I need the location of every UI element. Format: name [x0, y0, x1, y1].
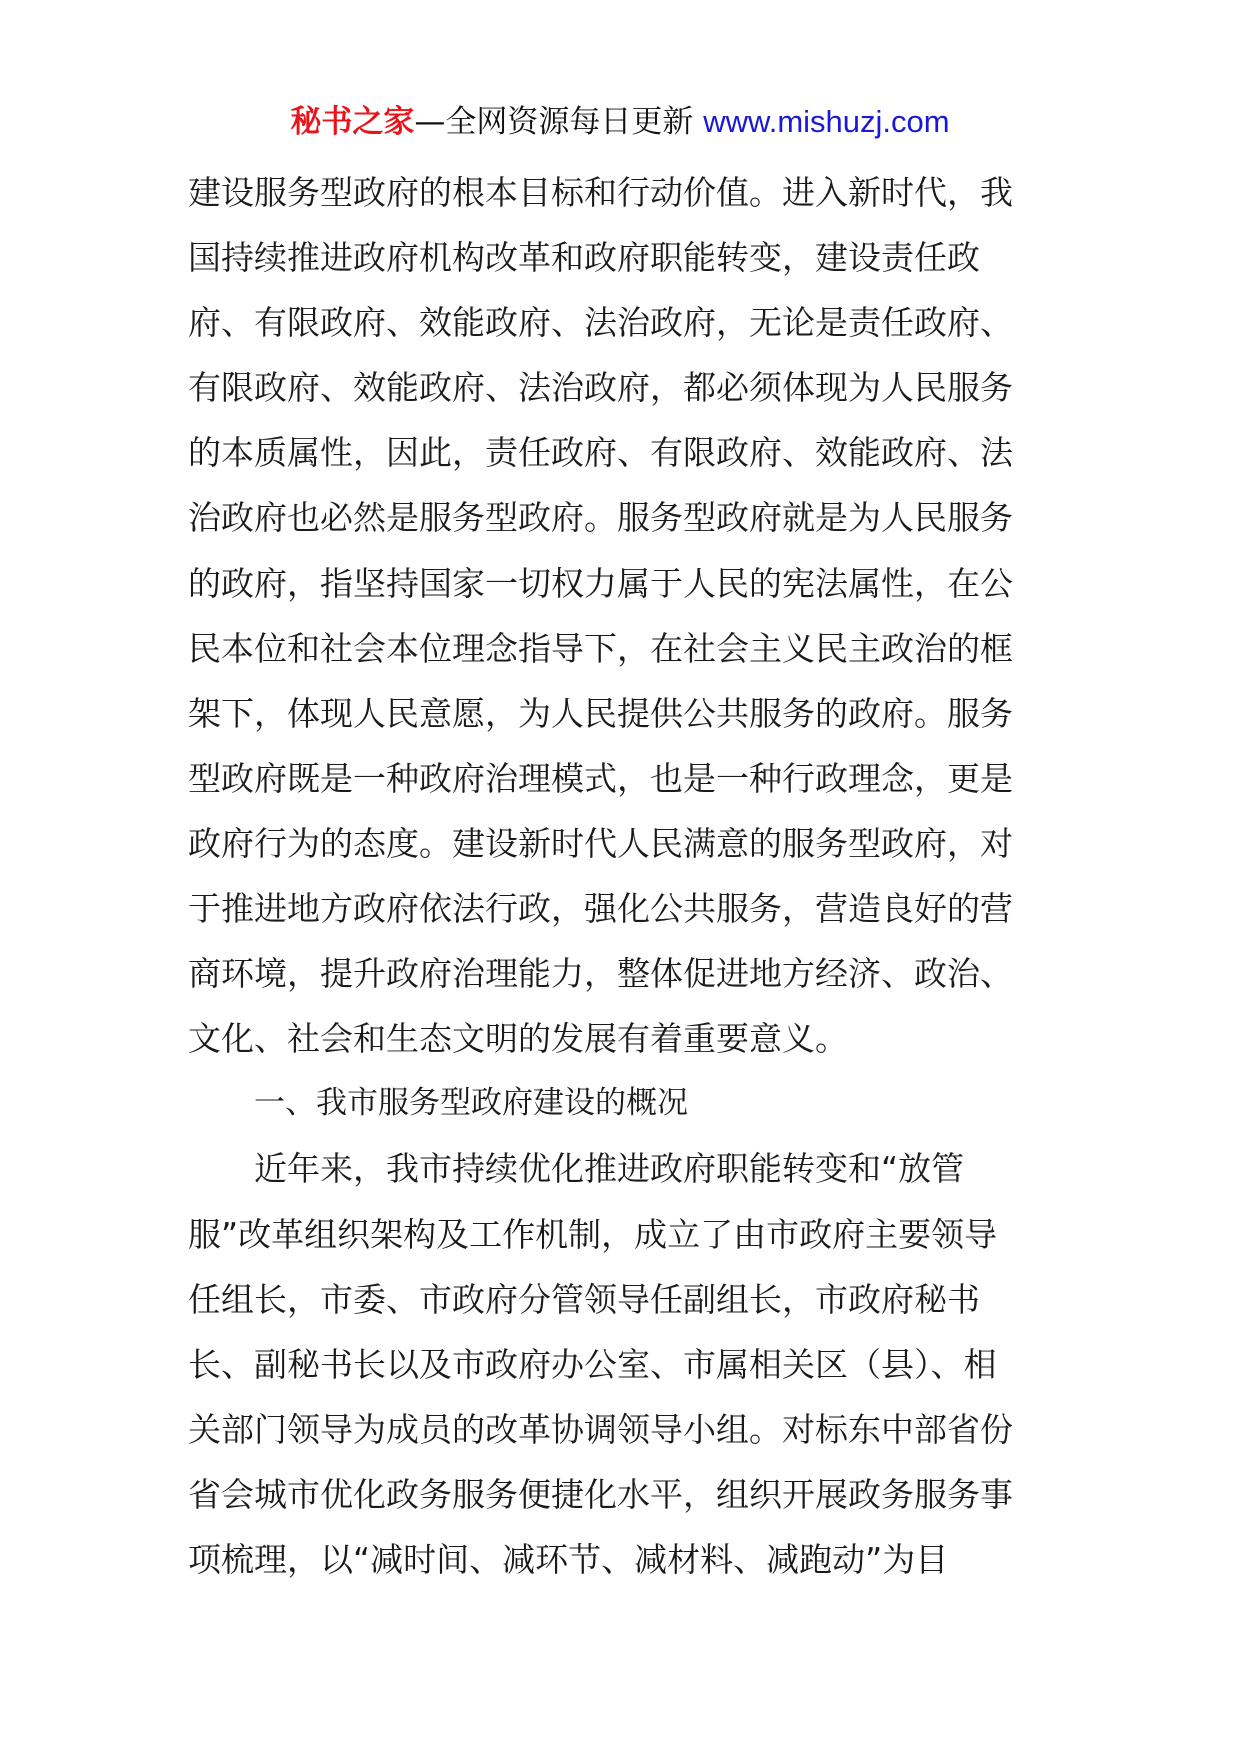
body-line: 于推进地方政府依法行政，强化公共服务，营造良好的营	[188, 889, 1013, 929]
body-line: 省会城市优化政务服务便捷化水平，组织开展政务服务事	[188, 1474, 1013, 1514]
body-line: 民本位和社会本位理念指导下，在社会主义民主政治的框	[188, 628, 1013, 668]
section-heading: 一、我市服务型政府建设的概况	[254, 1085, 688, 1122]
website-url[interactable]: www.mishuzj.com	[703, 104, 950, 139]
body-line: 的本质属性，因此，责任政府、有限政府、效能政府、法	[188, 433, 1013, 473]
body-line: 有限政府、效能政府、法治政府，都必须体现为人民服务	[188, 368, 1013, 408]
body-line: 建设服务型政府的根本目标和行动价值。进入新时代，我	[188, 173, 1013, 212]
body-line: 任组长，市委、市政府分管领导任副组长，市政府秘书	[188, 1279, 980, 1319]
body-line: 关部门领导为成员的改革协调领导小组。对标东中部省份	[188, 1409, 1013, 1449]
body-line: 服”改革组织架构及工作机制，成立了由市政府主要领导	[188, 1214, 998, 1254]
body-line: 的政府，指坚持国家一切权力属于人民的宪法属性，在公	[188, 563, 1013, 603]
body-line: 文化、社会和生态文明的发展有着重要意义。	[188, 1019, 848, 1059]
body-line: 架下，体现人民意愿，为人民提供公共服务的政府。服务	[188, 693, 1013, 733]
document-body	[188, 160, 1058, 1592]
body-line: 长、副秘书长以及市政府办公室、市属相关区（县）、相	[188, 1344, 997, 1384]
body-line: 国持续推进政府机构改革和政府职能转变，建设责任政	[188, 238, 980, 278]
body-line: 型政府既是一种政府治理模式，也是一种行政理念，更是	[188, 758, 1013, 798]
body-line: 商环境，提升政府治理能力，整体促进地方经济、政治、	[188, 954, 1013, 994]
body-line: 治政府也必然是服务型政府。服务型政府就是为人民服务	[188, 498, 1013, 538]
header-slogan: —全网资源每日更新	[414, 104, 704, 140]
brand-name: 秘书之家	[290, 104, 415, 140]
body-line: 近年来，我市持续优化推进政府职能转变和“放管	[254, 1149, 965, 1189]
body-line: 项梳理，以“减时间、减环节、减材料、减跑动”为目	[188, 1539, 949, 1579]
page-header	[0, 102, 1240, 142]
body-line: 政府行为的态度。建设新时代人民满意的服务型政府，对	[188, 823, 1013, 863]
body-line: 府、有限政府、效能政府、法治政府，无论是责任政府、	[188, 303, 1013, 343]
